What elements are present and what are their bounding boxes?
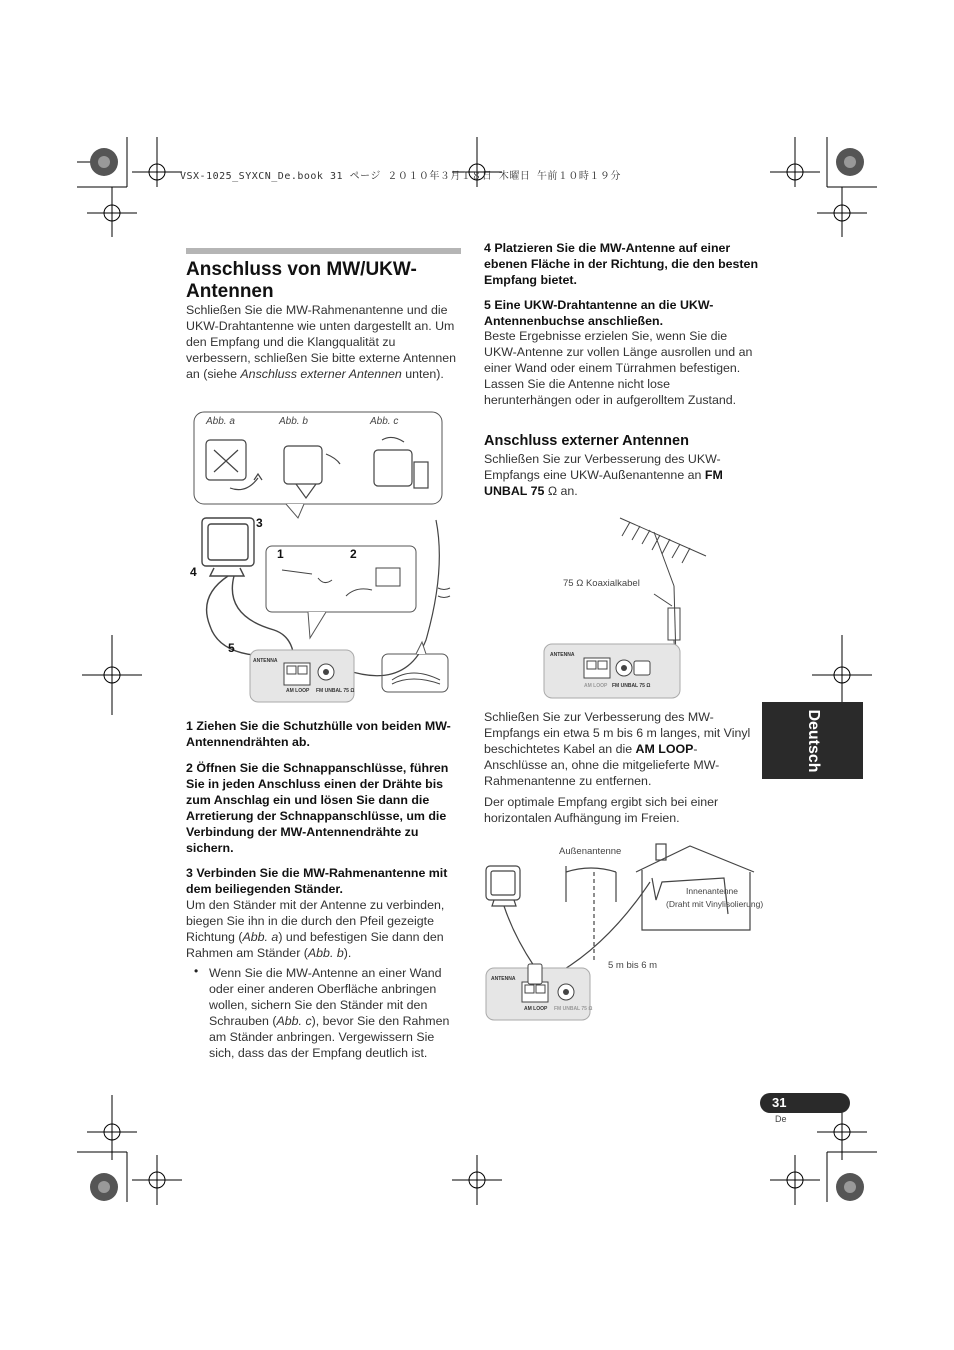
step-5-body: Beste Ergebnisse erzielen Sie, wenn Sie die UKW-Antenne zur vollen Länge ausrollen und an einer Wand oder einem Türrahmen befestigen. Lassen Sie die Antenne nicht lose herunterhängen oder in aufgerolltem Zustand.: [484, 329, 753, 407]
label-abb-a: Abb. a: [206, 416, 235, 427]
outdoor-antenna-label: Außenantenne: [559, 846, 622, 857]
step-3: 3 Verbinden Sie die MW-Rahmenantenne mit dem beiliegenden Ständer.: [186, 866, 448, 896]
indoor-antenna-label: Innenantenne: [686, 886, 738, 896]
language-tab: [762, 702, 863, 779]
language-tab-label: Deutsch: [804, 708, 822, 773]
external-p1: Schließen Sie zur Verbesserung des UKW-Empfangs eine UKW-Außenantenne an FM UNBAL 75 Ω an.: [484, 452, 723, 498]
section-title-bar: [186, 248, 461, 254]
intro-link: Anschluss externer Antennen: [240, 367, 402, 381]
section-title-line2: Antennen: [186, 281, 274, 302]
coax-label: 75 Ω Koaxialkabel: [563, 578, 640, 589]
panel-antenna-label: ANTENNA: [253, 658, 278, 664]
antenna-figure-drawing: [186, 410, 462, 702]
distance-label: 5 m bis 6 m: [608, 960, 658, 971]
panel-fm-label: FM UNBAL 75 Ω: [316, 688, 355, 694]
section-title: [186, 259, 461, 303]
am-panel-antenna-label: ANTENNA: [491, 976, 516, 982]
label-abb-b: Abb. b: [279, 416, 308, 427]
external-p3: Der optimale Empfang ergibt sich bei einer horizontalen Aufhängung im Freien.: [484, 795, 719, 825]
callout-3: 3: [256, 516, 263, 530]
print-header: VSX-1025_SYXCN_De.book 31 ページ ２０１０年３月１８日 木曜日 午前１０時１９分: [180, 171, 621, 182]
fm-panel-antenna-label: ANTENNA: [550, 652, 575, 658]
indoor-antenna-sublabel: (Draht mit Vinylisolierung): [666, 899, 764, 909]
step-1: 1 Ziehen Sie die Schutzhülle von beiden MW-Antennendrähten ab.: [186, 719, 451, 749]
am-panel-am-label: AM LOOP: [524, 1006, 548, 1012]
page-lang: De: [775, 1114, 787, 1124]
step-5: 5 Eine UKW-Drahtantenne an die UKW-Antennenbuchse anschließen.: [484, 298, 714, 328]
step-3-body: Um den Ständer mit der Antenne zu verbinden, biegen Sie ihn in die durch den Pfeil gezeigte Richtung (Abb. a) und befestigen Sie dann den Rahmen am Ständer (Abb. b).: [186, 898, 445, 960]
fm-outdoor-drawing: [544, 510, 714, 700]
step-3-bullet: Wenn Sie die MW-Antenne an einer Wand oder einer anderen Oberfläche anbringen wollen, sichern Sie den Ständer mit den Schrauben (Abb. c), bevor Sie den Rahmen am Ständer anbringen. Vergewissern Sie sich, dass das der Empfang deutlich ist.: [209, 966, 450, 1060]
bullet-marker: •: [194, 964, 199, 978]
am-panel-fm-label: FM UNBAL 75 Ω: [554, 1006, 593, 1012]
callout-2: 2: [350, 547, 357, 561]
step-4: 4 Platzieren Sie die MW-Antenne auf einer ebenen Fläche in der Richtung, die den besten Empfang bietet.: [484, 241, 759, 287]
callout-4: 4: [190, 565, 197, 579]
fm-panel-fm-label: FM UNBAL 75 Ω: [612, 683, 651, 689]
section-title-line1: Anschluss von MW/UKW-: [186, 259, 417, 280]
external-title: Anschluss externer Antennen: [484, 433, 689, 449]
callout-5: 5: [228, 641, 235, 655]
section-intro: Schließen Sie die MW-Rahmenantenne und die UKW-Drahtantenne wie unten dargestellt an. Um den Empfang und die Klangqualität zu verbessern, schließen Sie bitte externe Antennen an (siehe Anschluss externer Antennen unten).: [186, 303, 457, 381]
callout-1: 1: [277, 547, 284, 561]
step-2: 2 Öffnen Sie die Schnappanschlüsse, führen Sie in jeden Anschluss einen der Drähte bis zum Anschlag ein und lösen Sie dann die Arretierung der Schnappanschlüsse, um die Verbindung der MW-Antennendrähte zu sichern.: [186, 761, 449, 855]
antenna-figure: [186, 410, 462, 702]
panel-am-loop-label: AM LOOP: [286, 688, 310, 694]
am-outdoor-drawing: [484, 842, 760, 1022]
fm-outdoor-figure: [544, 510, 714, 700]
page-number: 31: [760, 1093, 850, 1113]
fm-panel-am-label: AM LOOP: [584, 683, 608, 689]
external-p2: Schließen Sie zur Verbesserung des MW-Empfangs ein etwa 5 m bis 6 m langes, mit Vinyl beschichtetes Kabel an die AM LOOP-Anschlüsse an, ohne die mitgelieferte MW-Rahmenantenne zu entfernen.: [484, 710, 751, 788]
am-outdoor-figure: [484, 842, 764, 1022]
label-abb-c: Abb. c: [370, 416, 399, 427]
